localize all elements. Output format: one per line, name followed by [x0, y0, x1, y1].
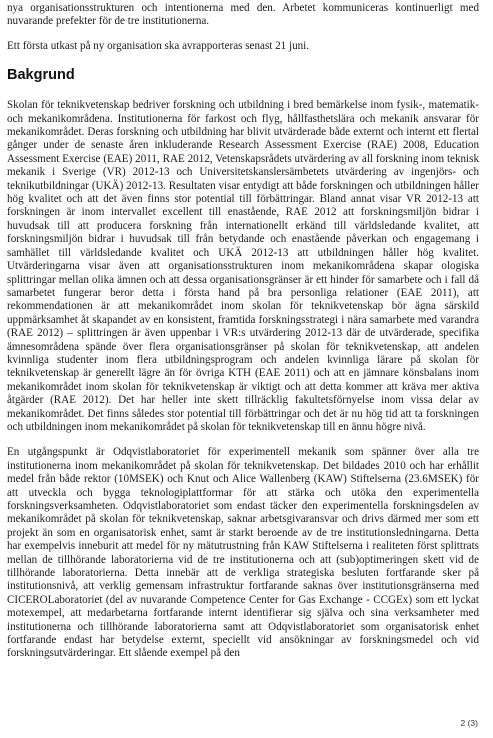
first-draft-sentence: Ett första utkast på ny organisation ska avrapporteras senast 21 juni. [7, 39, 310, 52]
section-heading: Bakgrund [7, 67, 75, 84]
background-paragraph-2: En utgångspunkt är Odqvistlaboratoriet för experimentell mekanik som spänner över alla tre institutionerna inom mekanikområdet på skolan för teknikvetenskap. Det bildades 2010 och har erhållit medel från både rektor (10MSEK) och Knut och Alice Wallenberg (KAW) Stiftelserna (23.6MSEK) för att utveckla och bygga teknologiplattformar för att stärka och utöka den experimentella forskningsverksamheten. Odqvistlaboratoriet som endast täcker den experimentella forskningsdelen av mekanikområdet på skolan för teknikvetenskap, saknar arbetsgivaransvar och drivs därmed mer som ett projekt än som en organisatorisk enhet, samt är starkt beroende av de tre institutionsledningarna. Detta har exempelvis inneburit att medel för ny mätutrustning från KAW Stiftelserna i realiteten först splittrats mellan de tillhörande laboratorierna vid de tre institutionerna och att (sub)optimeringen skett vid de tillhörande laboratorierna. Detta innebär att de verkliga strategiska besluten fortfarande sker på institutionsnivå, att verklig gemensam infrastruktur fortfarande saknas över institutionsgränserna med CICEROLaboratoriet (del av nuvarande Competence Center for Gas Exchange - CCGEx) som ett lyckat motexempel, att medarbetarna fortfarande internt identifierar sig själva och sina verksamheter med institutionerna och tillhörande laboratorierna samt att Odqvistlaboratoriet som organisatorisk enhet fortfarande endast har betydelse externt, speciellt vid ansökningar av forskningsmedel och vid forskningsutvärderingar. Ett slående exempel på den [7, 446, 479, 660]
intro-paragraph: nya organisationsstrukturen och intentionerna med den. Arbetet kommuniceras kontinuerligt med nuvarande prefekter för de tre institutionerna. [7, 2, 479, 28]
page-number: 2 (3) [460, 718, 478, 728]
background-paragraph-1: Skolan för teknikvetenskap bedriver forskning och utbildning i bred bemärkelse inom fysik-, matematik- och mekanikområdena. Institutionerna för farkost och flyg, hållfasthetslära och mekanik ansvarar för mekanikområdet. Deras forskning och utbildning har blivit utvärderade både externt och internt ett flertal gånger under de senaste åren inkluderande Research Assessment Exercise (RAE) 2008, Education Assessment Exercise (EAE) 2011, RAE 2012, Vetenskapsrådets utvärdering av all forskning inom teknisk mekanik i Sverige (VR) 2012-13 och Universitetskanslersämbetets utvärdering av ingenjörs- och teknikutbildningar (UKÄ) 2012-13. Resultaten visar entydigt att både forskningen och utbildningen håller hög kvalitet och att det även finns stor potential till förbättringar. Bland annat visar VR 2012-13 att forskningen är inom intervallet excellent till enastående, RAE 2012 att forskningsmiljön bidrar i huvudsak till att producera forskning från internationellt erkänd till världsledande kvalitet, att forskningsmiljön bidrar i huvudsak till från betydande och enastående påverkan och engagemang i samhället till världsledande kvalitet och UKÄ 2012-13 att utbildningen håller hög kvalitet. Utvärderingarna visar även att organisationsstrukturen inom mekanikområdena skapar ologiska splittringar mellan olika ämnen och att dessa organisationsgränser är ett hinder för samarbete och i fall då samarbetet fungerar beror detta i första hand på bra personliga relationer (EAE 2011), att rekommendationen är att mekanikområdet inom skolan för teknikvetenskap bör ägna särskild uppmärksamhet åt skapandet av en konsistent, framtida forskningsstrategi i nära samarbete med varandra (RAE 2012) – splittringen är även uppenbar i VR:s utvärdering 2012-13 där de utvärderade, specifika ämnesområdena spände över flera organisationsgränser på skolan för teknikvetenskap, att andelen kvinnliga studenter inom flera utbildningsprogram och andelen kvinnliga lärare på skolan för teknikvetenskap är generellt lägre än för övriga KTH (EAE 2011) och att en jämnare könsbalans inom mekanikområdet inom skolan för teknikvetenskap är viktigt och att detta kommer att kräva mer aktiva åtgärder (RAE 2012). Det har heller inte skett tillräcklig fakultetsförnyelse inom vissa delar av mekanikområdet. Det finns således stor potential till förbättringar och det är nu hög tid att ta forskningen och utbildningen inom mekanikområdet på skolan för teknikvetenskap till en ännu högre nivå. [7, 99, 479, 433]
